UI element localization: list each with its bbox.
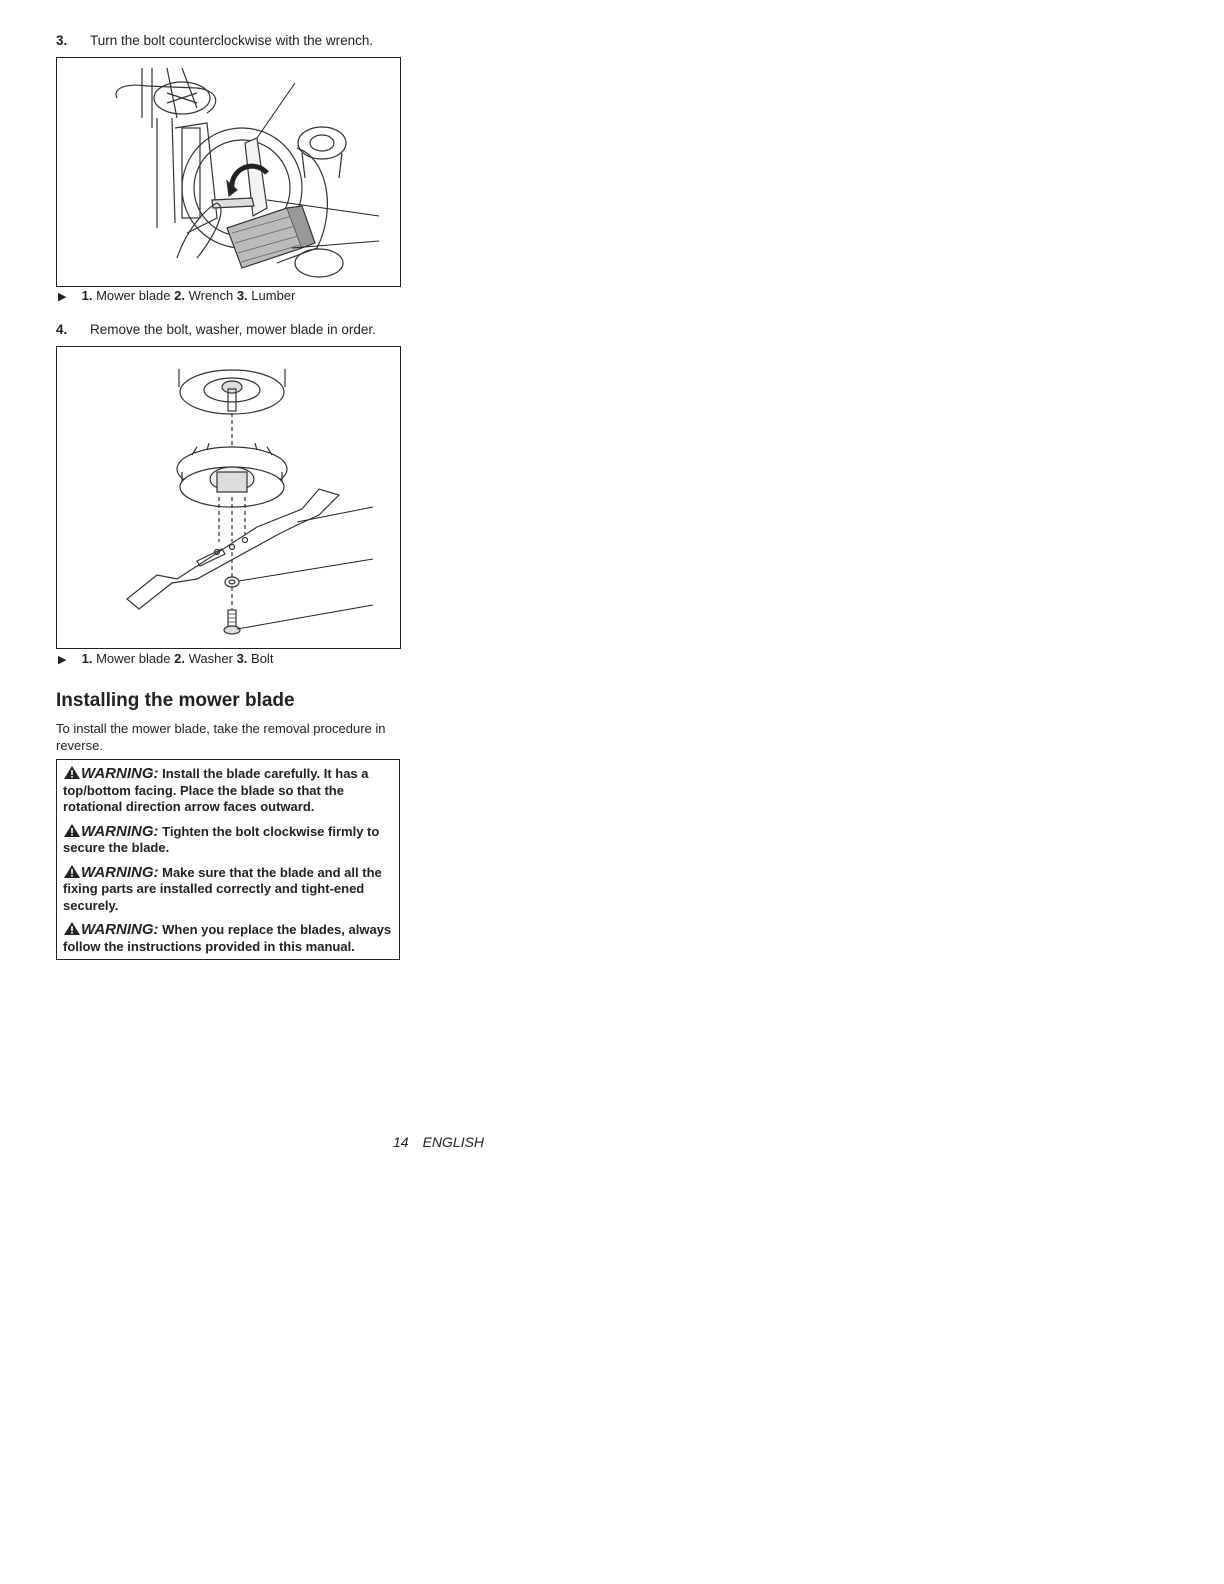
warning-triangle-icon [63, 823, 81, 838]
caption-num: 3. [236, 288, 248, 303]
warning-label: WARNING: [81, 921, 159, 938]
caption-label: Wrench [188, 288, 234, 303]
warning-triangle-icon [63, 921, 81, 936]
caption-num: 3. [236, 651, 248, 666]
footer-language: ENGLISH [422, 1134, 485, 1150]
warning-triangle-icon [63, 765, 81, 780]
warning-item [63, 864, 393, 915]
warning-text: Make sure that the blade and all the fixing parts are installed correctly and tight-ened securely. [63, 864, 382, 913]
section-title: Installing the mower blade [56, 690, 295, 711]
step-number: 3. [56, 33, 68, 48]
warning-text: When you replace the blades, always follow the instructions provided in this manual. [63, 922, 392, 954]
step-3 [56, 33, 373, 48]
right-triangle-icon: ▶ [58, 291, 67, 303]
page-number: 14 [393, 1134, 409, 1150]
caption-num: 2. [174, 288, 185, 303]
warning-item [63, 765, 393, 816]
warning-label: WARNING: [81, 765, 159, 782]
step-text: Turn the bolt counterclockwise with the wrench. [90, 33, 374, 48]
caption-num: 1. [81, 288, 93, 303]
caption-label: Lumber [251, 288, 296, 303]
mower-wrench-drawing [57, 58, 400, 286]
step-text: Remove the bolt, washer, mower blade in order. [90, 322, 376, 337]
figure-2-caption [58, 651, 273, 666]
blade-assembly-drawing [57, 347, 400, 648]
page-footer [393, 1134, 498, 1150]
warning-label: WARNING: [81, 863, 159, 881]
right-triangle-icon: ▶ [58, 654, 67, 666]
caption-label: Washer [188, 651, 233, 666]
warning-text: Install the blade carefully. It has a top/bottom facing. Place the blade so that the rotational direction arrow faces outward. [63, 766, 369, 814]
warning-triangle-icon [63, 864, 81, 879]
step-4 [56, 322, 376, 337]
caption-label: Mower blade [96, 651, 171, 666]
warning-item [63, 823, 393, 857]
warnings-box [56, 759, 400, 960]
caption-num: 2. [174, 651, 185, 666]
step-number: 4. [56, 322, 68, 337]
caption-label: Bolt [251, 651, 274, 666]
warning-item [63, 921, 393, 955]
caption-label: Mower blade [96, 288, 171, 303]
warning-label: WARNING: [81, 822, 159, 840]
figure-1-caption [58, 288, 295, 303]
figure-wrench-illustration [56, 57, 401, 287]
section-body: To install the mower blade, take the removal procedure in reverse. [56, 721, 386, 753]
warning-text: Tighten the bolt clockwise firmly to secure the blade. [63, 823, 380, 855]
caption-num: 1. [81, 651, 93, 666]
figure-blade-assembly [56, 346, 401, 649]
